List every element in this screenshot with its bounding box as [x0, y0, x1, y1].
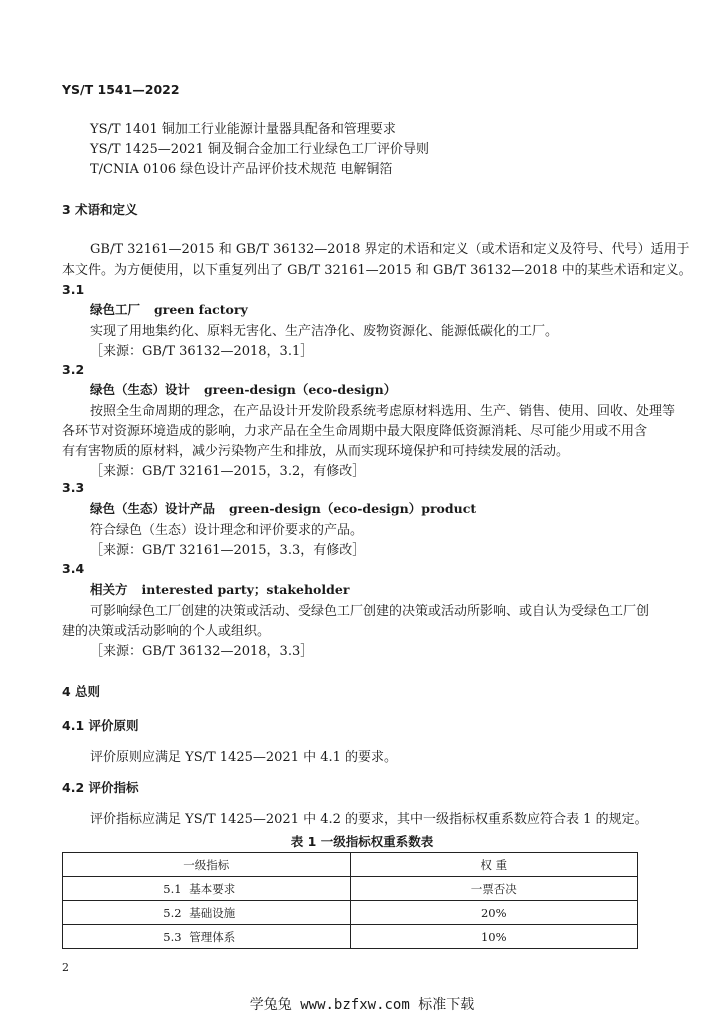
table-cell-indicator: [63, 877, 351, 901]
table-header-indicator: 一级指标: [63, 853, 351, 877]
indicator-number: 5.3: [163, 929, 182, 944]
section-3-intro: GB/T 32161—2015 和 GB/T 36132—2018 界定的术语和定义（或术语和定义及符号、代号）适用于: [90, 242, 690, 257]
term-definition: 实现了用地集约化、原料无害化、生产洁净化、废物资源化、能源低碳化的工厂。: [90, 324, 559, 339]
document-code-header: YS/T 1541—2022: [62, 82, 180, 97]
term-title-en: green-design（eco-design）product: [229, 501, 477, 516]
table-1-title: 表 1 一级指标权重系数表: [290, 834, 434, 849]
term-definition: 建的决策或活动影响的个人或组织。: [62, 624, 271, 639]
reference-item: YS/T 1401 铜加工行业能源计量器具配备和管理要求: [90, 122, 396, 137]
section-4-2-text: 评价指标应满足 YS/T 1425—2021 中 4.2 的要求，其中一级指标权重系数应符合表 1 的规定。: [90, 812, 648, 827]
term-title-cn: 绿色工厂: [90, 302, 141, 317]
section-4-title: 4 总则: [62, 684, 101, 699]
term-number: 3.4: [62, 561, 85, 576]
section-3-intro: 本文件。为方便使用，以下重复列出了 GB/T 32161—2015 和 GB/T 36132—2018 中的某些术语和定义。: [62, 263, 692, 278]
section-4-1-title: 4.1 评价原则: [62, 718, 139, 733]
term-title-cn: 绿色（生态）设计: [90, 382, 191, 397]
table-row: [63, 877, 638, 901]
page-number: 2: [62, 961, 69, 974]
indicator-number: 5.1: [163, 881, 182, 896]
table-cell-weight: 一票否决: [350, 877, 638, 901]
indicator-name: 基础设施: [189, 905, 236, 920]
term-title-cn: 绿色（生态）设计产品: [90, 501, 216, 516]
term-title: [90, 380, 396, 398]
term-title-en: interested party；stakeholder: [141, 582, 350, 597]
table-cell-weight: 20%: [350, 901, 638, 925]
table-header-row: [63, 853, 638, 877]
section-4-2-title: 4.2 评价指标: [62, 780, 139, 795]
term-title: [90, 580, 349, 598]
term-source: ［来源：GB/T 32161—2015，3.2，有修改］: [90, 464, 366, 479]
weight-table: [62, 852, 638, 949]
footer-watermark: 学兔兔 www.bzfxw.com 标准下载: [249, 997, 475, 1013]
table-cell-weight: 10%: [350, 925, 638, 949]
table-row: [63, 901, 638, 925]
reference-item: YS/T 1425—2021 铜及铜合金加工行业绿色工厂评价导则: [90, 142, 429, 157]
table-cell-indicator: [63, 901, 351, 925]
term-number: 3.2: [62, 362, 85, 377]
term-title: [90, 300, 248, 318]
indicator-name: 基本要求: [189, 881, 236, 896]
term-definition: 可影响绿色工厂创建的决策或活动、受绿色工厂创建的决策或活动所影响、或自认为受绿色工厂创: [90, 604, 650, 619]
indicator-name: 管理体系: [189, 929, 236, 944]
table-cell-indicator: [63, 925, 351, 949]
term-title-cn: 相关方: [90, 582, 128, 597]
term-number: 3.3: [62, 480, 85, 495]
section-4-1-text: 评价原则应满足 YS/T 1425—2021 中 4.1 的要求。: [90, 750, 398, 765]
section-3-title: 3 术语和定义: [62, 202, 138, 217]
table-row: [63, 925, 638, 949]
term-definition: 符合绿色（生态）设计理念和评价要求的产品。: [90, 523, 364, 538]
term-number: 3.1: [62, 282, 85, 297]
term-title-en: green factory: [154, 302, 248, 317]
term-source: ［来源：GB/T 32161—2015，3.3，有修改］: [90, 543, 366, 558]
term-title-en: green-design（eco-design）: [204, 382, 397, 397]
indicator-number: 5.2: [163, 905, 182, 920]
term-definition: 按照全生命周期的理念，在产品设计开发阶段系统考虑原材料选用、生产、销售、使用、回收、处理等: [90, 404, 676, 419]
reference-item: T/CNIA 0106 绿色设计产品评价技术规范 电解铜箔: [90, 162, 393, 177]
table-header-weight: 权 重: [350, 853, 638, 877]
term-definition: 各环节对资源环境造成的影响，力求产品在全生命周期中最大限度降低资源消耗、尽可能少用或不用含: [62, 424, 648, 439]
term-source: ［来源：GB/T 36132—2018，3.3］: [90, 644, 314, 659]
term-title: [90, 499, 476, 517]
term-definition: 有有害物质的原材料，减少污染物产生和排放，从而实现环境保护和可持续发展的活动。: [62, 444, 570, 459]
term-source: ［来源：GB/T 36132—2018，3.1］: [90, 344, 314, 359]
